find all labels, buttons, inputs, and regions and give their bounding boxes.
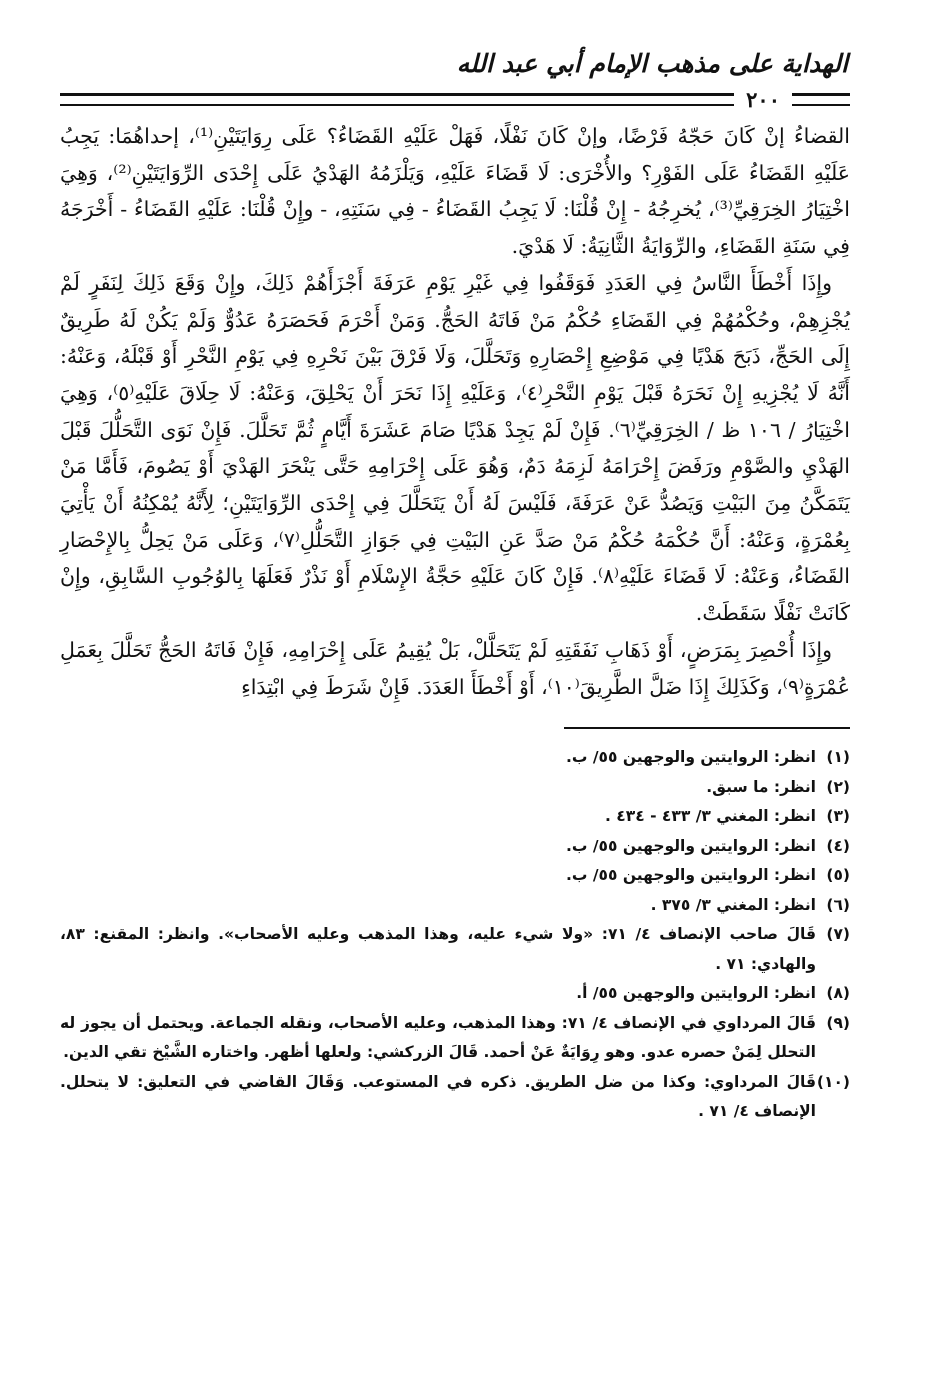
footnote-text: قَالَ المرداوي في الإنصاف ٤/ ٧١: وهذا المذهب، وعليه الأصحاب، ونقله الجماعة. ويحتمل أن يجوز له التحلل لِمَنْ حصره عدو. وهو رِوَايَةٌ عَنْ أحمد. قَالَ الزركشي: ولعلها أظهر. واختاره الشَّيْخ تقي الدين. <box>60 1013 816 1062</box>
footnote <box>60 891 850 921</box>
footnote-number: (٤) <box>826 836 850 855</box>
footnotes <box>60 743 850 1127</box>
footnote-text: قَالَ صاحب الإنصاف ٤/ ٧١: «ولا شيء عليه، وهذا المذهب وعليه الأصحاب». وانظر: المقنع: ٨٣، والهادي: ٧١ . <box>60 925 816 973</box>
running-header <box>60 40 850 86</box>
footnote-number: (٣) <box>826 807 850 826</box>
footnote-text: انظر: المغني ٣/ ٤٣٣ - ٤٣٤ . <box>605 807 816 826</box>
paragraph: القضاءُ إنْ كَانَ حَجّهُ فَرْضًا، وإنْ كَانَ نَفْلًا، فَهَلْ عَلَيْهِ القَضَاءُ؟ عَلَى رِوَايَتَيْنِ⁽¹⁾، إحداهُمَا: يَجِبُ عَلَيْهِ القَضَاءُ عَلَى الفَوْرِ؟ والأُخْرَى: لَا قَضَاءَ عَلَيْهِ، وَيَلْزَمُهُ الهَدْيُ عَلَى إِحْدَى الرِّوَايَتَيْنِ⁽²⁾، وَهِيَ اخْتِيَارُ الخِرَقِيِّ⁽³⁾، يُخرِجُهُ - إِنْ قُلْنَا: لَا يَجِبُ القَضَاءُ - فِي سَنَتِهِ، - وإِنْ قُلْنَا: عَلَيْهِ القَضَاءُ - أَخْرَجَهُ فِي سَنَةِ القَضَاءِ، والرِّوَايَةُ الثَّانِيَةُ: لَا هَدْيَ. <box>60 124 851 259</box>
footnote-number: (٥) <box>826 866 850 885</box>
footnote <box>60 743 850 773</box>
footnote-number: (٦) <box>826 895 850 914</box>
footnote-text: انظر: المغني ٣/ ٣٧٥ . <box>650 895 816 914</box>
footnote <box>60 920 850 979</box>
footnote <box>60 1009 850 1068</box>
paragraph: وإِذَا أَخْطَأَ النَّاسُ فِي العَدَدِ فَوَقَفُوا فِي غَيْرِ يَوْمِ عَرَفَةَ أَجْزَأَهُمْ ذَلِكَ، وإِنْ وَقَعَ ذَلِكَ لِنَفَرٍ لَمْ يُجْزِهِمْ، وحُكْمُهُمْ فِي القَضَاءِ حُكْمُ مَنْ فَاتَهُ الحَجُّ. وَمَنْ أَحْرَمَ فَحَصَرَهُ عَدُوٌّ وَلَمْ يَكُنْ لَهُ طَرِيقٌ إِلَى الحَجِّ، ذَبَحَ هَدْيًا فِي مَوْضِعِ إِحْصَارِهِ وَتَحَلَّلَ، وَلَا فَرْقَ بَيْنَ نَحْرِهِ فِي يَوْمِ النَّحْرِ أَوْ قَبْلَهُ، وَعَنْهُ: أَنَّهُ لَا يُجْزِيهِ إِنْ نَحَرَهُ قَبْلَ يَوْمِ النَّحْرِ⁽٤⁾، وَعَلَيْهِ إِذَا نَحَرَ أَنْ يَحْلِقَ، وَعَنْهُ: لَا حِلَاقَ عَلَيْهِ⁽٥⁾، وَهِيَ اخْتِيَارُ / ١٠٦ ظ / الخِرَقِيِّ⁽٦⁾. فَإِنْ لَمْ يَجِدْ هَدْيًا صَامَ عَشَرَةَ أَيَّامٍ ثُمَّ تَحَلَّلَ. فَإِنْ نَوَى التَّحَلُّلَ قَبْلَ الهَدْيِ والصَّوْمِ ورَفَضَ إِحْرَامَهُ لَزِمَهُ دَمٌ، وَهُوَ عَلَى إِحْرَامِهِ حَتَّى يَنْحَرَ الهَدْيَ أَوْ يَصُومَ، فَأَمَّا مَنْ يَتَمَكَّنُ مِنَ البَيْتِ وَيَصُدُّ عَنْ عَرَفَةَ، فَلَيْسَ لَهُ أَنْ يَتَحَلَّلَ فِي إِحْدَى الرِّوَايَتَيْنِ؛ لِأَنَّهُ يُمْكِنُهُ أَنْ يَأْتِيَ بِعُمْرَةٍ، وَعَنْهُ: أَنَّ حُكْمَهُ حُكْمُ مَنْ صَدَّ عَنِ البَيْتِ فِي جَوَازِ التَّحَلُّلِ⁽٧⁾، وَعَلَى مَنْ يَحِلُّ بِالإِحْصَارِ القَضَاءُ، وَعَنْهُ: لَا قَضَاءَ عَلَيْهِ⁽٨⁾. فَإِنْ كَانَ عَلَيْهِ حَجَّةُ الإِسْلَامِ أَوْ نَذْرٌ فَعَلَهَا بِالوُجُوبِ السَّابِقِ، وإِنْ كَانَتْ نَفْلًا سَقَطَتْ. <box>60 270 851 626</box>
footnote <box>60 832 850 862</box>
footnote-text: قَالَ المرداوي: وكذا من ضل الطريق. ذكره في المستوعب. وَقَالَ القاضي في التعليق: لا يتحلل. الإنصاف ٤/ ٧١ . <box>60 1072 816 1121</box>
page-number: ٢٠٠ <box>746 86 780 112</box>
footnote-number: (١٠) <box>816 1072 850 1091</box>
footnote <box>60 802 850 832</box>
footnote-text: انظر: ما سبق. <box>706 777 816 796</box>
header-rule <box>60 86 850 112</box>
footnote <box>60 773 850 803</box>
footnote <box>60 979 850 1009</box>
footnote-text: انظر: الروايتين والوجهين ٥٥/ ب. <box>565 748 816 767</box>
footnote-text: انظر: الروايتين والوجهين ٥٥/ ب. <box>565 866 816 885</box>
footnote-number: (١) <box>826 748 850 767</box>
header-rule-left <box>60 93 734 106</box>
footnote-text: انظر: الروايتين والوجهين ٥٥/ أ. <box>576 984 816 1003</box>
footnote <box>60 861 850 891</box>
footnote <box>60 1068 850 1127</box>
footnote-number: (٢) <box>826 777 850 796</box>
header-rule-right <box>792 93 850 106</box>
footnote-number: (٩) <box>826 1013 850 1032</box>
paragraph: وإِذَا أُحْصِرَ بِمَرَضٍ، أَوْ ذَهَابِ نَفَقَتِهِ لَمْ يَتَحَلَّلْ، بَلْ يُقِيمُ عَلَى إِحْرَامِهِ، فَإِنْ فَاتَهُ الحَجُّ تَحَلَّلَ بِعَمَلِ عُمْرَةٍ⁽٩⁾، وَكَذَلِكَ إِذَا ضَلَّ الطَّرِيقَ⁽١٠⁾، أَوْ أَخْطَأَ العَدَدَ. فَإِنْ شَرَطَ فِي ابْتِدَاءِ <box>60 637 850 699</box>
footnote-number: (٧) <box>826 925 850 944</box>
footnote-separator <box>564 727 850 729</box>
running-title: الهداية على مذهب الإمام أبي عبد الله <box>456 48 848 78</box>
footnote-number: (٨) <box>826 984 850 1003</box>
main-text <box>60 118 850 705</box>
footnote-text: انظر: الروايتين والوجهين ٥٥/ ب. <box>565 836 816 855</box>
book-page <box>60 40 850 1360</box>
